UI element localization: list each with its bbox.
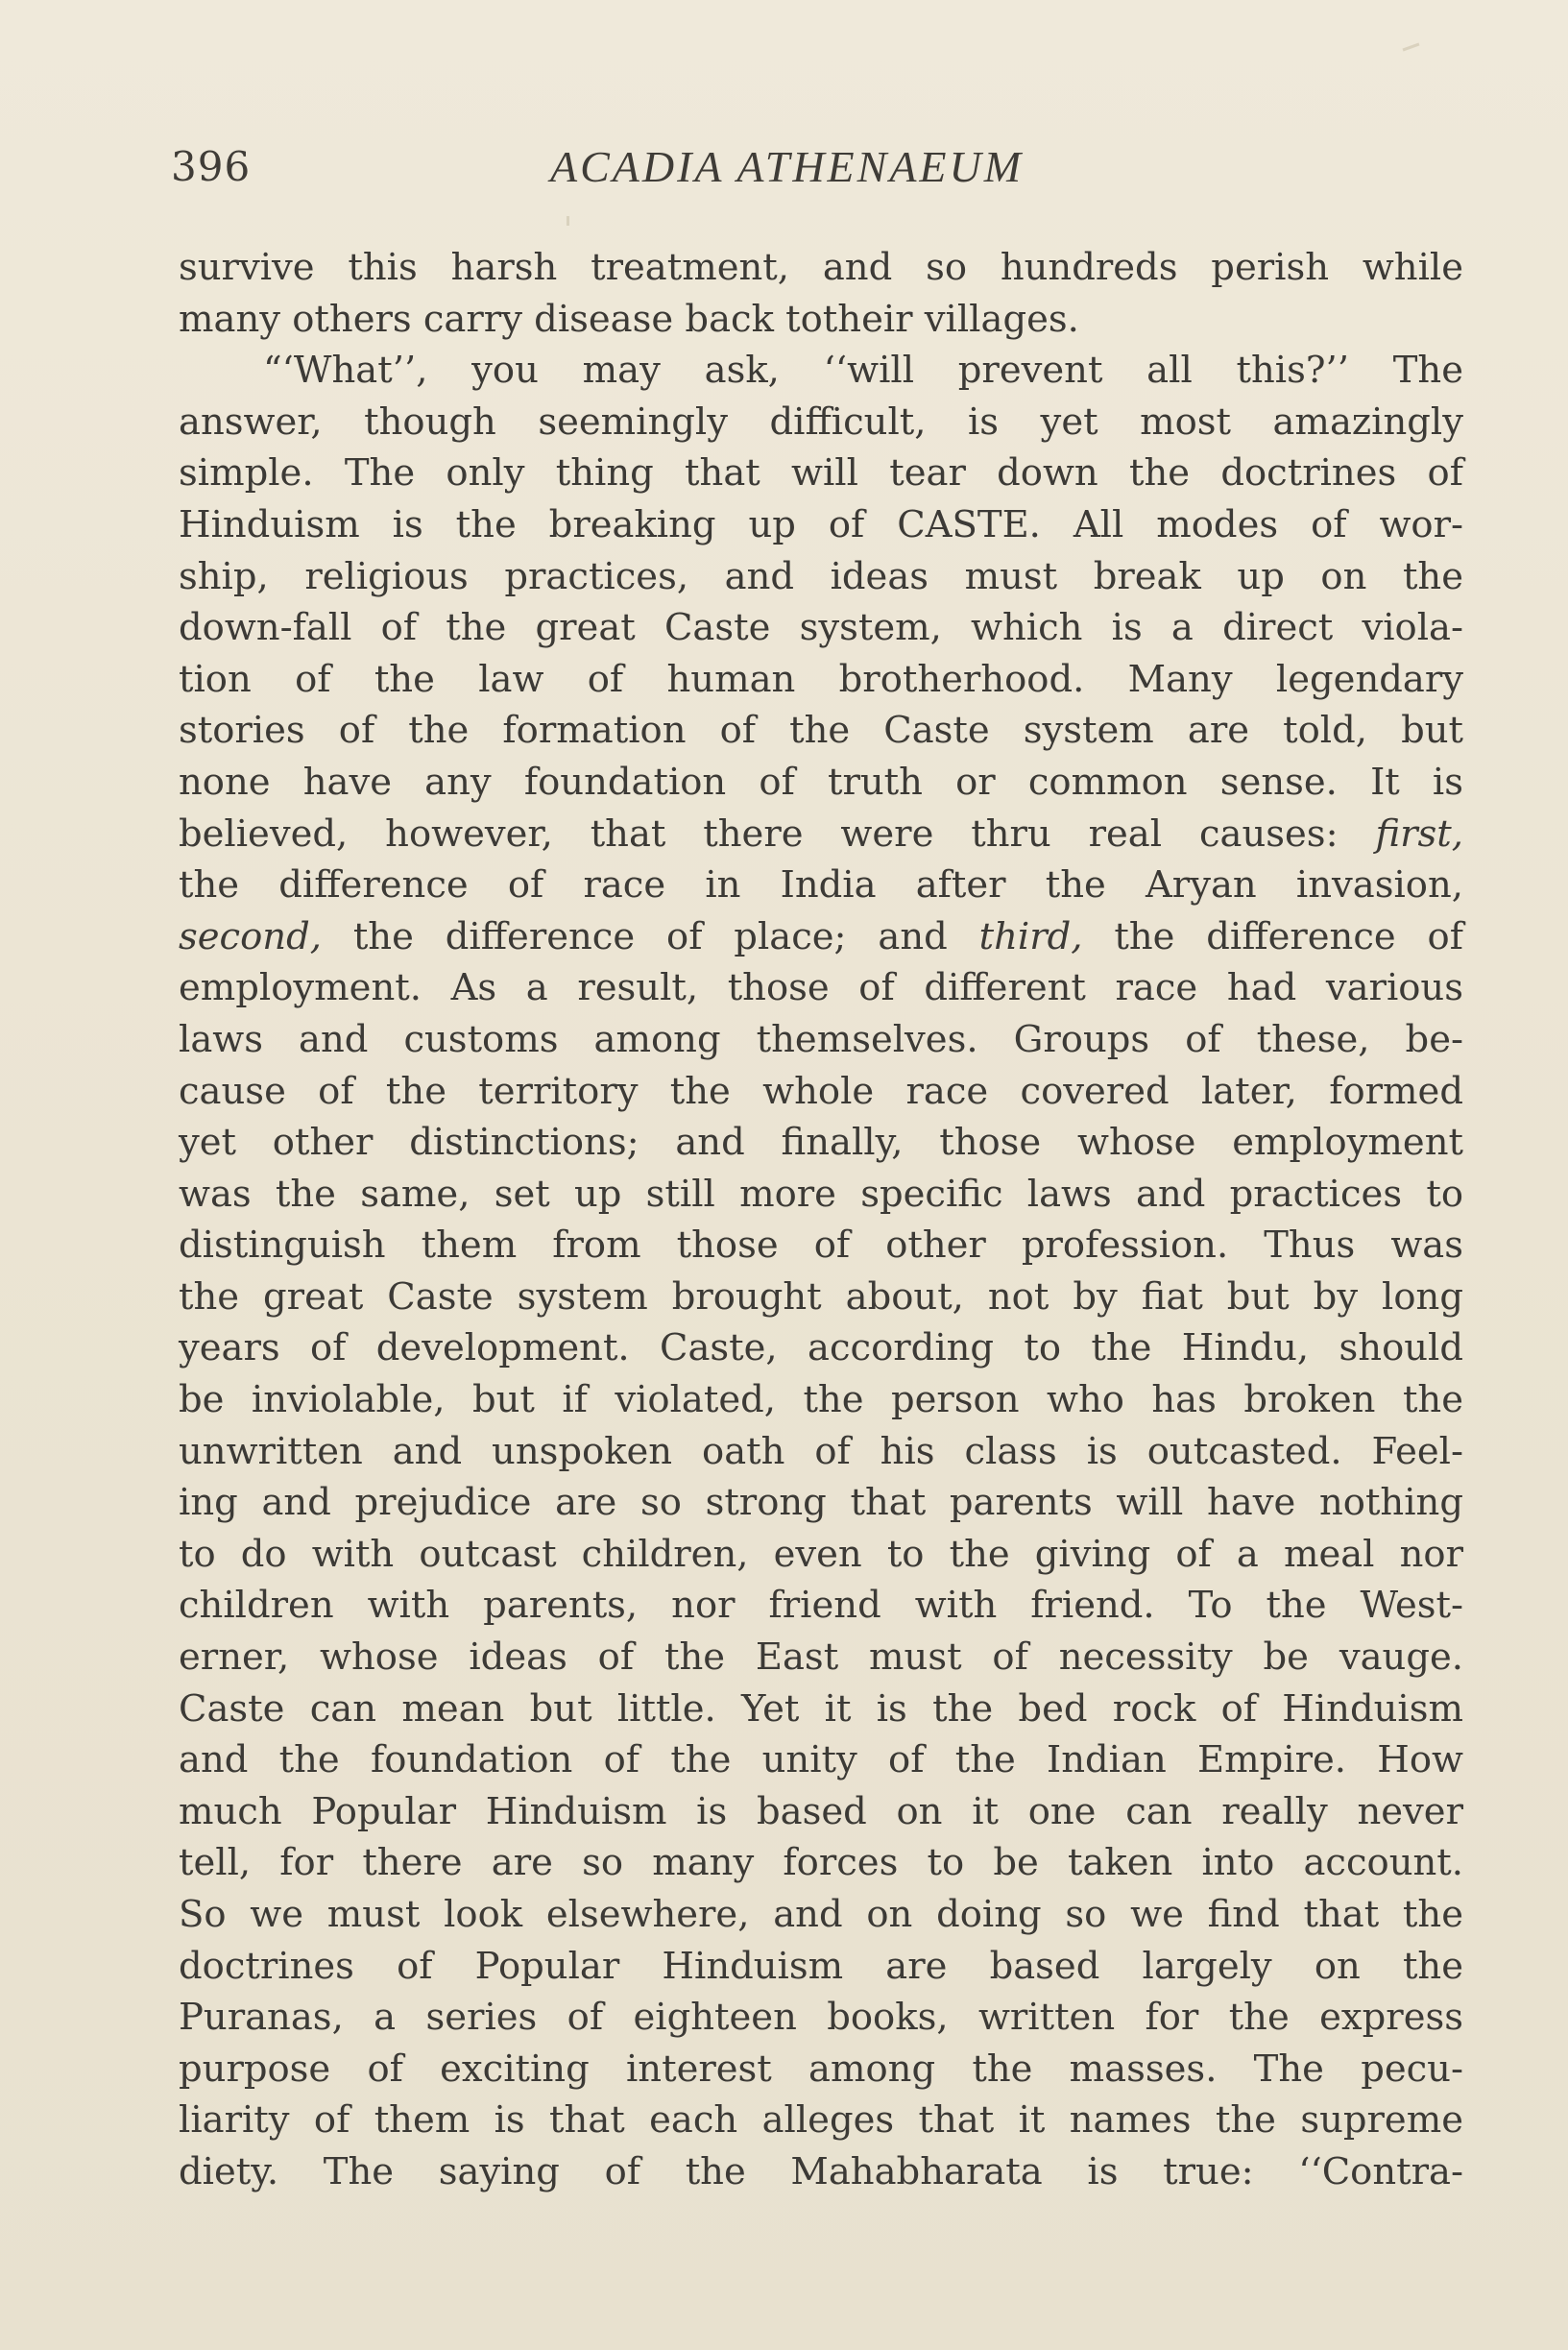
text-line: purpose of exciting interest among the masses. The pecu- [179, 2047, 1463, 2091]
text-line: stories of the formation of the Caste system are told, but [179, 709, 1463, 753]
text-line: was the same, set up still more specific laws and practices to [179, 1172, 1463, 1216]
text-line: liarity of them is that each alleges that it names the supreme [179, 2098, 1463, 2143]
text-line: Puranas, a series of eighteen books, written for the express [179, 1996, 1463, 2040]
text-line [179, 911, 1463, 963]
emphasis-second: second, [179, 914, 322, 958]
text-line: years of development. Caste, according to the Hindu, should [179, 1326, 1463, 1370]
text-line: children with parents, nor friend with friend. To the West- [179, 1584, 1463, 1628]
text-line: and the foundation of the unity of the Indian Empire. How [179, 1738, 1463, 1782]
line-text: the difference of [1082, 914, 1463, 958]
text-line: to do with outcast children, even to the giving of a meal nor [179, 1532, 1463, 1576]
text-line: many others carry disease back totheir villages. [179, 297, 1079, 341]
text-line: Hinduism is the breaking up of CASTE. All modes of wor- [179, 502, 1463, 546]
line-text: believed, however, that there were thru real causes: [179, 812, 1376, 856]
body-text [179, 242, 1463, 2198]
text-line: be inviolable, but if violated, the person who has broken the [179, 1378, 1463, 1422]
text-line: employment. As a result, those of different race had various [179, 966, 1463, 1010]
text-line: doctrines of Popular Hinduism are based largely on the [179, 1944, 1463, 1988]
text-line: answer, though seemingly difficult, is yet most amazingly [179, 400, 1463, 444]
text-line: tion of the law of human brotherhood. Many legendary [179, 657, 1463, 701]
running-head [171, 138, 1462, 196]
text-line: much Popular Hinduism is based on it one can really never [179, 1789, 1463, 1833]
text-line [179, 809, 1463, 860]
text-line: the great Caste system brought about, not by fiat but by long [179, 1274, 1463, 1319]
text-line: the difference of race in India after the Aryan invasion, [179, 863, 1463, 908]
text-line: cause of the territory the whole race covered later, formed [179, 1069, 1463, 1113]
journal-title: ACADIA ATHENAEUM [550, 142, 1025, 191]
emphasis-first: first, [1375, 812, 1463, 856]
text-line: unwritten and unspoken oath of his class is outcasted. Feel- [179, 1429, 1463, 1473]
scan-speck [567, 216, 569, 226]
page-number: 396 [171, 143, 252, 190]
text-line: erner, whose ideas of the East must of necessity be vauge. [179, 1635, 1463, 1680]
text-line: “‘What’’, you may ask, ‘‘will prevent all this?’’ The [263, 349, 1463, 393]
text-line: simple. The only thing that will tear down the doctrines of [179, 451, 1463, 496]
text-line: diety. The saying of the Mahabharata is true: ‘‘Contra- [179, 2149, 1463, 2193]
text-line: down-fall of the great Caste system, which is a direct viola- [179, 606, 1463, 650]
line-text: the difference of place; and [321, 914, 979, 958]
text-line: ship, religious practices, and ideas must break up on the [179, 554, 1463, 598]
text-line: distinguish them from those of other profession. Thus was [179, 1223, 1463, 1268]
text-line: yet other distinctions; and finally, those whose employment [179, 1121, 1463, 1165]
emphasis-third: third, [978, 914, 1083, 958]
text-line: none have any foundation of truth or common sense. It is [179, 760, 1463, 804]
text-line: survive this harsh treatment, and so hundreds perish while [179, 246, 1463, 289]
text-line: laws and customs among themselves. Groups of these, be- [179, 1017, 1463, 1061]
text-line: So we must look elsewhere, and on doing so we find that the [179, 1893, 1463, 1936]
text-line: ing and prejudice are so strong that parents will have nothing [179, 1481, 1463, 1525]
text-line: Caste can mean but little. Yet it is the bed rock of Hinduism [179, 1686, 1463, 1731]
text-line: tell, for there are so many forces to be taken into account. [179, 1841, 1463, 1885]
scan-speck [1403, 43, 1420, 52]
